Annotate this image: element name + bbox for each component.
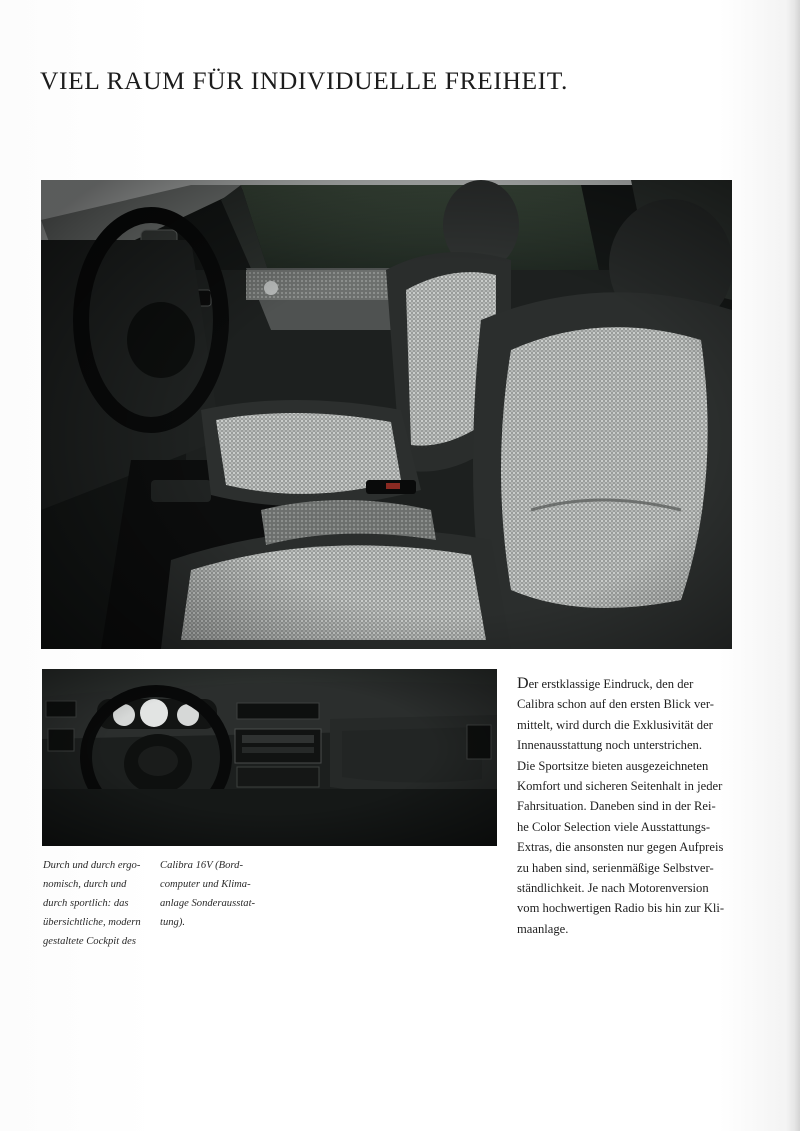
body-line-4: Innenausstattung noch unterstrichen. bbox=[517, 738, 703, 753]
interior-seats-photo bbox=[41, 180, 732, 649]
body-line-10: zu haben sind, serienmäßige Selbstver- bbox=[517, 860, 714, 875]
caption-left: Durch und durch ergo- nomisch, durch und durch sportlich: das übersichtliche, modern gestaltete Cockpit des bbox=[43, 860, 141, 947]
body-line-9: Extras, die ansonsten nur gegen Aufpreis bbox=[517, 840, 724, 855]
dropcap-letter: D bbox=[517, 675, 529, 692]
page-edge-shadow bbox=[786, 0, 800, 1131]
cockpit-dashboard-photo bbox=[42, 669, 497, 846]
caption-right: Calibra 16V (Bord- computer und Klima- anlage Sonderausstat- tung). bbox=[160, 860, 256, 928]
body-line-13: maanlage. bbox=[517, 921, 569, 936]
body-line-6: Komfort und sicheren Seitenhalt in jeder bbox=[517, 779, 723, 794]
body-line-8: he Color Selection viele Ausstattungs- bbox=[517, 819, 711, 834]
body-line-12: vom hochwertigen Radio bis hin zur Kli- bbox=[517, 901, 725, 916]
body-line-1 bbox=[517, 674, 735, 694]
body-line-1-text: er erstklassige Eindruck, den der bbox=[528, 677, 694, 691]
body-line-2: Calibra schon auf den ersten Blick ver- bbox=[517, 697, 714, 712]
body-line-7: Fahrsituation. Daneben sind in der Rei- bbox=[517, 799, 716, 814]
body-line-3: mittelt, wird durch die Exklusivität der bbox=[517, 717, 713, 732]
body-line-5: Die Sportsitze bieten ausgezeichneten bbox=[517, 758, 709, 773]
body-line-11: ständlichkeit. Je nach Motorenversion bbox=[517, 881, 709, 896]
page-headline: VIEL RAUM FÜR INDIVIDUELLE FREIHEIT. bbox=[40, 66, 568, 95]
body-text bbox=[517, 674, 735, 939]
